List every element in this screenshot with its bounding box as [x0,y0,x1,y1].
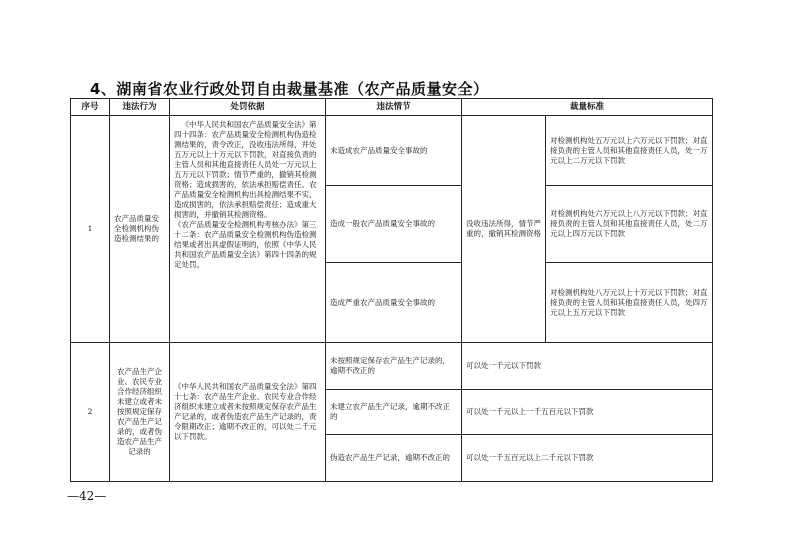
violation-behavior: 农产品质量安全检测机构伪造检测结果的 [110,116,170,343]
penalty-standard: 对检测机构处八万元以上十万元以下罚款；对直接负责的主管人员和其他直接责任人员，处四万元以上五万元以下罚款 [546,263,713,343]
table-row [71,116,713,186]
table-row [71,343,713,390]
header-basis: 处罚依据 [170,99,326,116]
header-standard: 裁量标准 [462,99,713,116]
header-no: 序号 [71,99,110,116]
violation-circumstance: 伪造农产品生产记录，逾期不改正的 [326,435,462,482]
penalty-standard: 对检测机构处六万元以上八万元以下罚款；对直接负责的主管人员和其他直接责任人员，处二万元以上四万元以下罚款 [546,186,713,263]
penalty-standard: 可以处一千元以上一千五百元以下罚款 [462,390,713,435]
penalty-basis [170,116,326,343]
header-behavior: 违法行为 [110,99,170,116]
discretion-table [70,98,713,482]
page-number: —42— [67,489,107,503]
violation-circumstance: 造成严重农产品质量安全事故的 [326,263,462,343]
penalty-standard: 可以处一千五百元以上二千元以下罚款 [462,435,713,482]
row-number: 2 [71,343,110,482]
header-circumstance: 违法情节 [326,99,462,116]
table-header-row [71,99,713,116]
penalty-basis: 《中华人民共和国农产品质量安全法》第四十七条：农产品生产企业、农民专业合作经济组织未建立或者未按照规定保存农产品生产记录的，或者伪造农产品生产记录的，责令限期改正；逾期不改正的，可以处二千元以下罚款。 [170,343,326,482]
page-title: 4、湖南省农业行政处罚自由裁量基准（农产品质量安全） [90,80,489,98]
basis-paragraph: 《中华人民共和国农产品质量安全法》第四十四条：农产品质量安全检测机构伪造检测结果的，责令改正，没收违法所得，并处五万元以上十万元以下罚款，对直接负责的主管人员和其他直接责任人员处一万元以上五万元以下罚款；情节严重的，撤销其检测资格；造成损害的，依法承担赔偿责任。农产品质量安全检测机构出具检测结果不实，造成损害的，依法承担赔偿责任；造成重大损害的，并撤销其检测资格。 《农产品质量安全检测机构考核办法》第三十二条：农产品质量安全检测机构伪造检测结果或者出具虚假证明的，依照《中华人民共和国农产品质量安全法》第四十四条的规定处罚。 [174,120,317,270]
common-penalty: 没收违法所得，情节严重的，撤销其检测资格 [462,116,546,343]
violation-circumstance: 未建立农产品生产记录，逾期不改正的 [326,390,462,435]
violation-behavior: 农产品生产企业、农民专业合作经济组织未建立或者未按照规定保存农产品生产记录的，或者伪造农产品生产记录的 [110,343,170,482]
violation-circumstance: 未按照规定保存农产品生产记录的，逾期不改正的 [326,343,462,390]
violation-circumstance: 未造成农产品质量安全事故的 [326,116,462,186]
penalty-standard: 对检测机构处五万元以上六万元以下罚款；对直接负责的主管人员和其他直接责任人员，处一万元以上二万元以下罚款 [546,116,713,186]
row-number: 1 [71,116,110,343]
violation-circumstance: 造成一般农产品质量安全事故的 [326,186,462,263]
penalty-standard: 可以处一千元以下罚款 [462,343,713,390]
